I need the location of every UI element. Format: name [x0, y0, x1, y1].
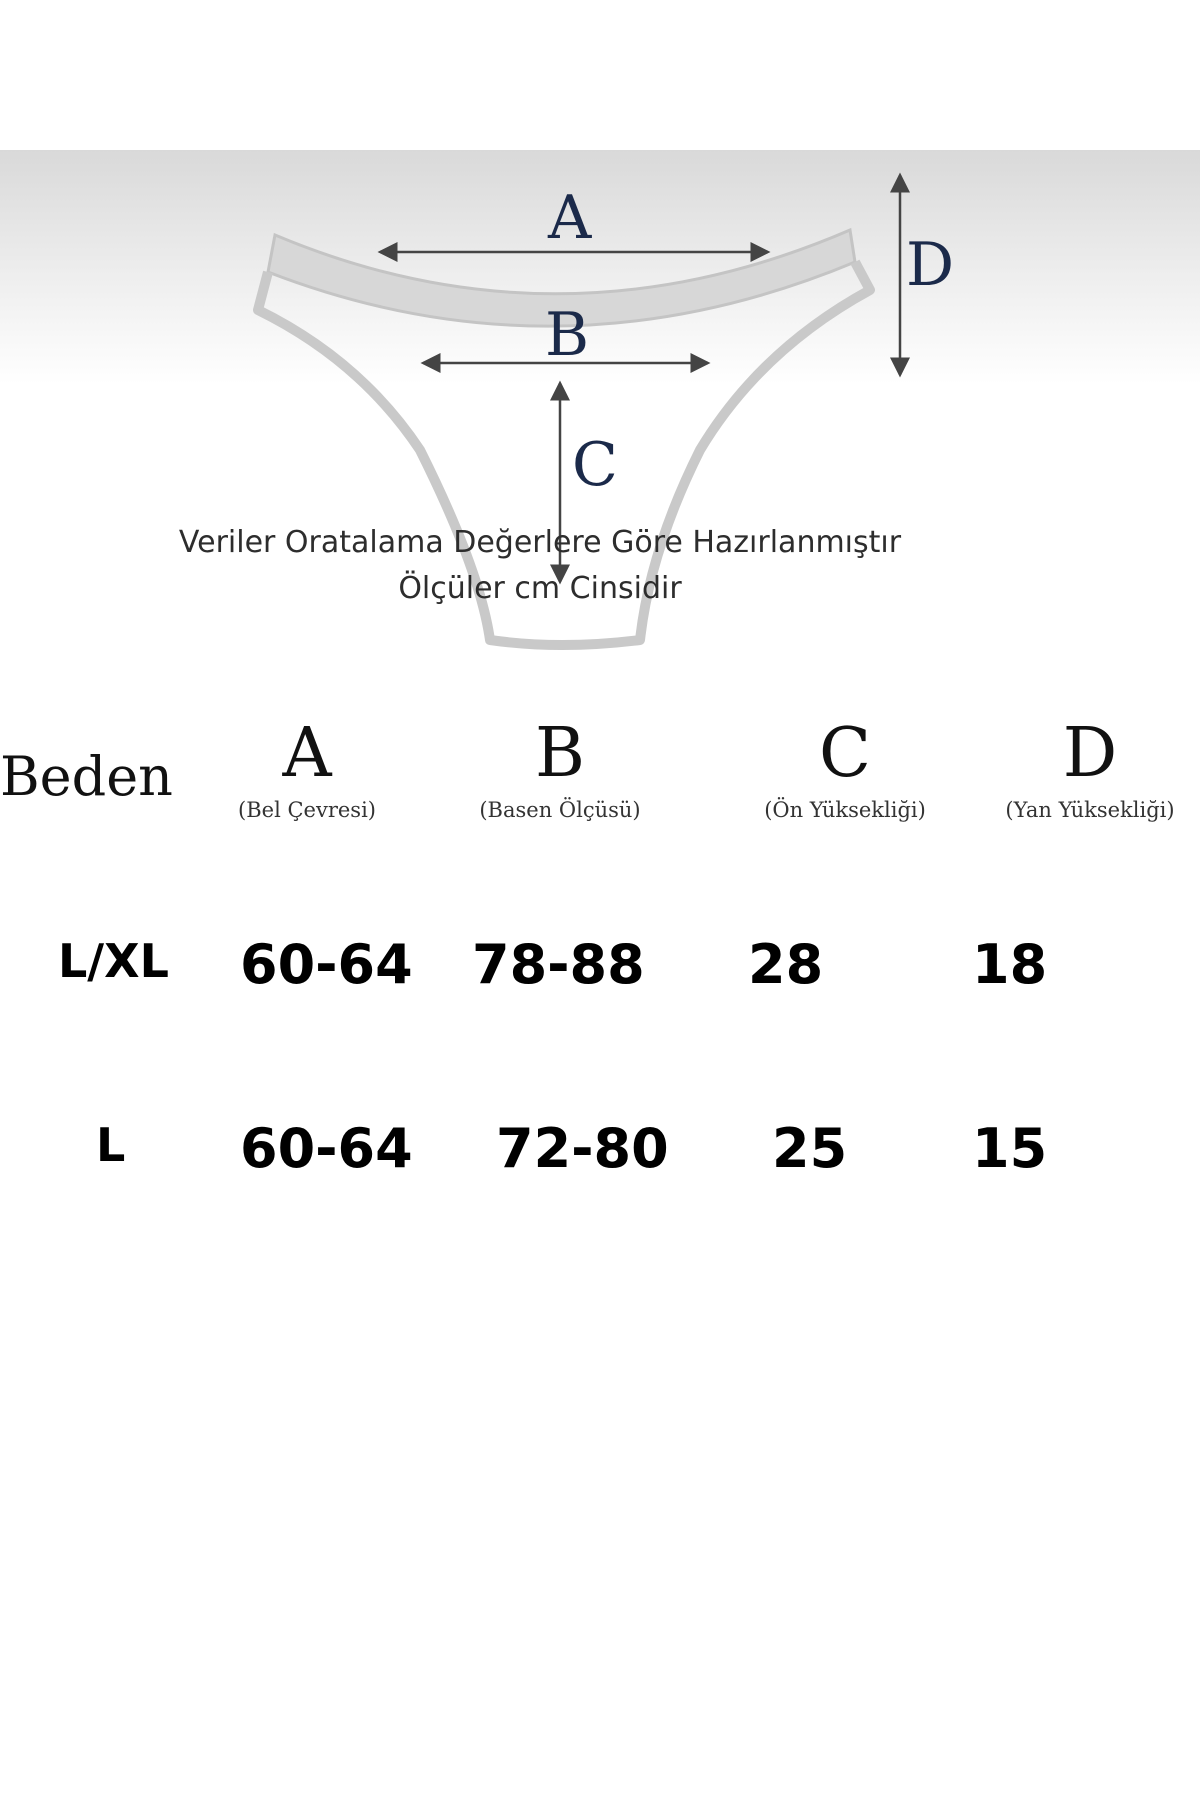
waist-cell: 60-64 [240, 1117, 413, 1180]
column-c-letter: C [818, 714, 872, 793]
size-column-header: Beden [0, 745, 173, 808]
column-b-letter: B [535, 714, 585, 793]
dimension-c-label: C [572, 430, 618, 500]
note-average-values: Veriler Oratalama Değerlere Göre Hazırlanmıştır [178, 525, 902, 560]
garment-diagram [0, 150, 1200, 670]
column-d-header [990, 714, 1190, 822]
size-table-header [0, 714, 1200, 850]
hip-cell: 78-88 [472, 933, 645, 996]
size-cell: L/XL [58, 934, 169, 988]
column-a-letter: A [282, 714, 332, 793]
side-height-cell: 15 [972, 1117, 1048, 1180]
column-a-description: (Bel Çevresi) [238, 798, 376, 822]
hip-cell: 72-80 [496, 1117, 669, 1180]
column-d-letter: D [1062, 714, 1118, 793]
size-cell: L [96, 1118, 126, 1172]
column-c-header [750, 714, 940, 822]
dimension-a-label: A [548, 183, 592, 253]
dimension-d-label: D [906, 230, 955, 300]
table-row [0, 1117, 1200, 1192]
column-d-description: (Yan Yüksekliği) [1005, 798, 1175, 822]
side-height-cell: 18 [972, 933, 1048, 996]
waist-cell: 60-64 [240, 933, 413, 996]
dimension-b-label: B [545, 300, 590, 370]
front-height-cell: 28 [748, 933, 824, 996]
column-b-header [465, 714, 655, 822]
note-units-cm: Ölçüler cm Cinsidir [398, 571, 682, 606]
column-b-description: (Basen Ölçüsü) [479, 798, 641, 822]
column-c-description: (Ön Yüksekliği) [764, 798, 926, 822]
column-a-header [222, 714, 392, 822]
front-height-cell: 25 [772, 1117, 848, 1180]
table-row [0, 933, 1200, 1008]
